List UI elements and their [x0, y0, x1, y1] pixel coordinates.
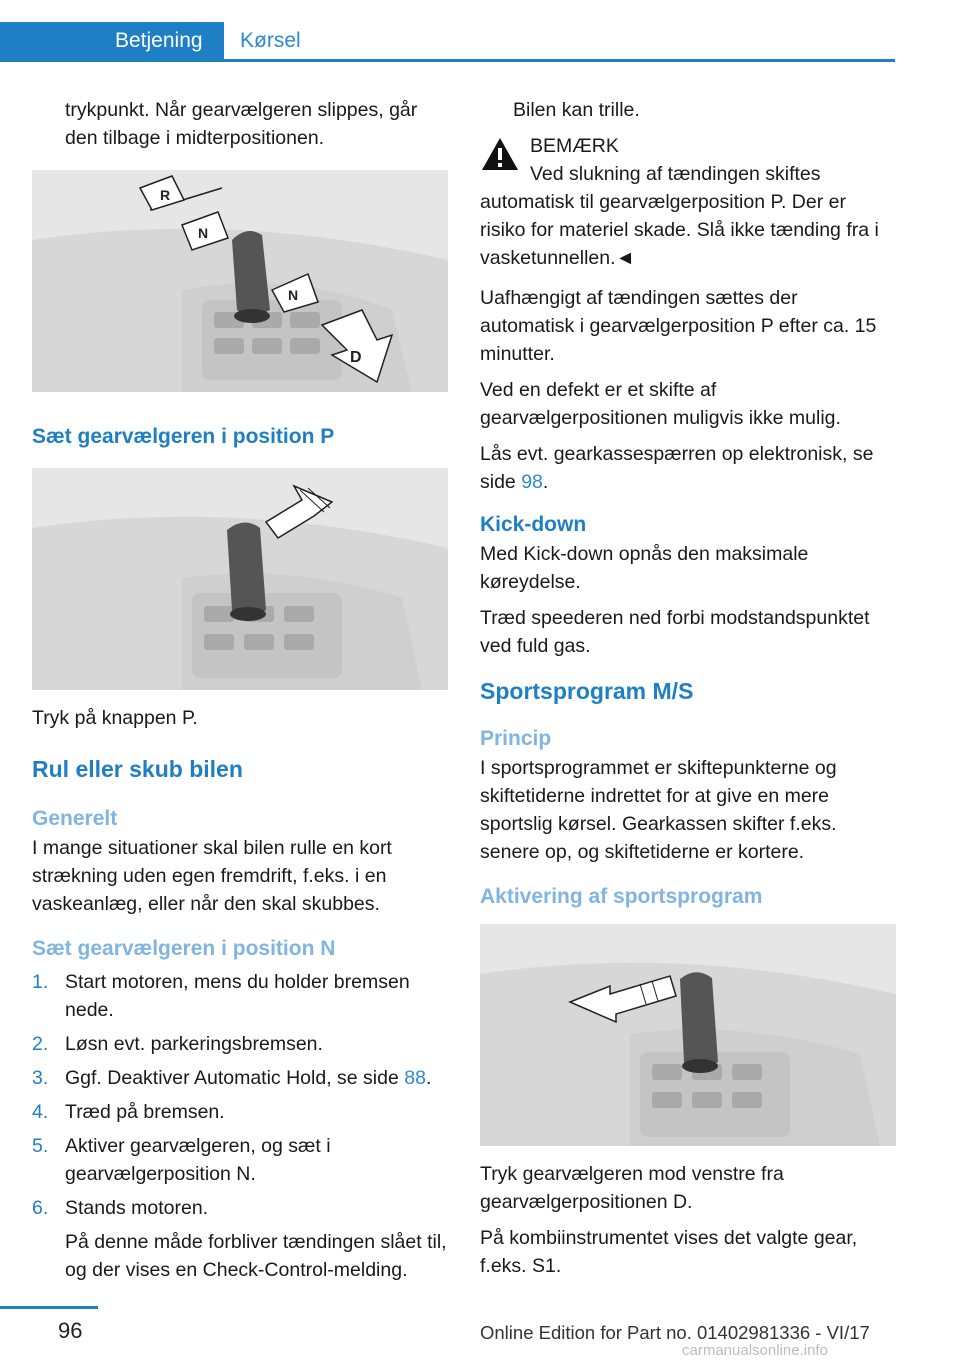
gear-selector-shift-illustration [32, 170, 448, 392]
list-item: 2. Løsn evt. parkeringsbremsen. [32, 1033, 323, 1055]
footer-rule [0, 1306, 98, 1309]
list-item: 1. Start motoren, mens du holder bremsen nede. [32, 971, 410, 1021]
heading-general: Generelt [32, 807, 118, 830]
heading-activate: Aktivering af sportsprogram [480, 885, 763, 908]
activate-text-1: Tryk gearvælgeren mod venstre fra gearvælgerpositionen D. [480, 1163, 784, 1213]
note-text: Ved slukning af tændingen skiftes automatisk til gearvælgerposition P. Der er risiko for materiel skade. Slå ikke tænding fra i vasketunnellen.◄ [480, 163, 879, 269]
note-box [480, 132, 896, 272]
page-ref-98[interactable]: 98 [521, 471, 543, 493]
note-title: BEMÆRK [530, 135, 619, 157]
princip-text: I sportsprogrammet er skiftepunkterne og skiftetiderne indrettet for at give en mere sportslig kørsel. Gearkassen skifter f.eks. senere op, og skiftetiderne er kortere. [480, 757, 837, 863]
roll-text: Bilen kan trille. [513, 99, 640, 121]
sport-mode-illustration [480, 924, 896, 1146]
left-column [32, 96, 448, 1292]
page-ref-88[interactable]: 88 [404, 1067, 426, 1089]
heading-set-n: Sæt gearvælgeren i position N [32, 937, 336, 960]
intro-paragraph: trykpunkt. Når gearvælgeren slippes, går den tilbage i midterpositionen. [65, 99, 418, 149]
steps-list [32, 968, 448, 1222]
chapter-tabs [0, 0, 895, 64]
list-item: 3. Ggf. Deaktiver Automatic Hold, se side 88. [32, 1067, 432, 1089]
label-r: R [160, 187, 171, 203]
label-n-lower: N [288, 287, 299, 303]
watermark: carmanualsonline.info [682, 1342, 828, 1359]
label-d: D [350, 349, 362, 366]
gear-selector-p-illustration [32, 468, 448, 690]
right-column [480, 96, 896, 1288]
auto-p-text: Uafhængigt af tændingen sættes der automatisk i gearvælgerposition P efter ca. 15 minutter. [480, 287, 877, 365]
heading-roll: Rul eller skub bilen [32, 756, 243, 782]
edition-note: Online Edition for Part no. 01402981336 - VI/17 [480, 1322, 870, 1343]
heading-sport: Sportsprogram M/S [480, 678, 694, 704]
tab-korsel[interactable]: Kørsel [240, 29, 301, 52]
list-item: 6. Stands motoren. [32, 1197, 209, 1219]
warning-icon [480, 136, 520, 172]
tab-betjening[interactable] [0, 22, 224, 60]
step6-extra: På denne måde forbliver tændingen slået til, og der vises en Check-Control-melding. [65, 1231, 447, 1281]
kick-text-2: Træd speederen ned forbi modstandspunktet ved fuld gas. [480, 607, 870, 657]
kick-text-1: Med Kick-down opnås den maksimale køreydelse. [480, 543, 809, 593]
heading-princip: Princip [480, 727, 552, 750]
lock-text: Lås evt. gearkassespærren op elektronisk, se side 98. [480, 443, 874, 493]
press-p-text: Tryk på knappen P. [32, 707, 198, 729]
list-item: 4. Træd på bremsen. [32, 1101, 225, 1123]
heading-set-p: Sæt gearvælgeren i position P [32, 425, 335, 448]
general-paragraph: I mange situationer skal bilen rulle en kort strækning uden egen fremdrift, f.eks. i en vaskeanlæg, eller når den skal skubbes. [32, 837, 392, 915]
defect-text: Ved en defekt er et skifte af gearvælgerpositionen muligvis ikke mulig. [480, 379, 841, 429]
page-number: 96 [58, 1318, 83, 1343]
activate-text-2: På kombiinstrumentet vises det valgte gear, f.eks. S1. [480, 1227, 858, 1277]
tab-betjening-label: Betjening [115, 29, 203, 52]
heading-kick-down: Kick-down [480, 513, 587, 536]
list-item: 5. Aktiver gearvælgeren, og sæt i gearvælgerposition N. [32, 1135, 331, 1185]
header-rule [0, 59, 895, 62]
label-n-upper: N [198, 225, 209, 241]
